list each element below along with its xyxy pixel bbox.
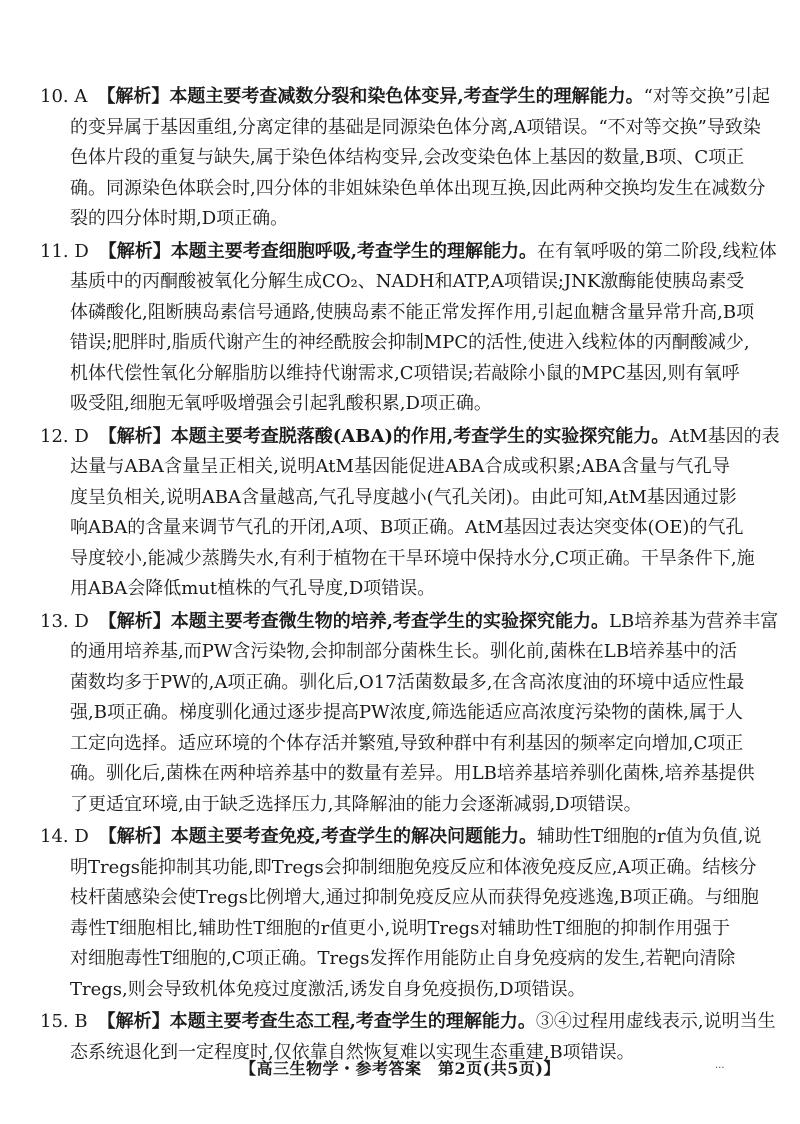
question-focus: 本题主要考查微生物的培养,考查学生的实验探究能力。 (170, 610, 610, 632)
answer-line (40, 822, 762, 853)
answer-line: 毒性T细胞相比,辅助性T细胞的r值更小,说明Tregs对辅助性T细胞的抑制作用强于 (70, 917, 730, 939)
answer-line: 体磷酸化,阻断胰岛素信号通路,使胰岛素不能正常发挥作用,引起血糖含量异常升高,B项 (70, 301, 755, 323)
answer-line: 的变异属于基因重组,分离定律的基础是同源染色体分离,A项错误。“不对等交换”导致染 (70, 116, 761, 138)
answer-line: 错误;肥胖时,脂质代谢产生的神经酰胺会抑制MPC的活性,使进入线粒体的丙酮酸减少, (70, 332, 750, 353)
question-number: 14. D (40, 826, 89, 847)
answer-line: 明Tregs能抑制其功能,即Tregs会抑制细胞免疫反应和体液免疫反应,A项正确。结核分 (70, 856, 757, 878)
answer-line (40, 82, 771, 113)
answer-line: 吸受阻,细胞无氧呼吸增强会引起乳酸积累,D项正确。 (70, 393, 492, 414)
answer-line: Tregs,则会导致机体免疫过度激活,诱发自身免疫损伤,D项错误。 (70, 978, 586, 1000)
question-focus: 本题主要考查减数分裂和染色体变异,考查学生的理解能力。 (169, 86, 644, 107)
analysis-tag: 【解析】 (98, 826, 171, 847)
answer-line: 导度较小,能减少蒸腾失水,有利于植物在干旱环境中保持水分,C项正确。干旱条件下,施 (70, 547, 755, 569)
answer-line: 强,B项正确。梯度驯化通过逐步提高PW浓度,筛选能适应高浓度污染物的菌株,属于人 (70, 702, 744, 723)
answer-item-11 (40, 237, 777, 420)
answer-line: 的通用培养基,而PW含污染物,会抑制部分菌株生长。驯化前,菌株在LB培养基中的活 (70, 641, 737, 662)
question-number: 15. B (40, 1011, 88, 1032)
answer-text: ③④过程用虚线表示,说明当生 (535, 1011, 776, 1032)
answer-text: 辅助性T细胞的r值为负值,说 (537, 826, 762, 847)
answer-line (40, 237, 777, 268)
question-number: 10. A (40, 86, 88, 107)
question-number: 13. D (40, 610, 89, 632)
analysis-tag: 【解析】 (98, 240, 171, 262)
page-footer: 【高三生物学・参考答案 第2页(共5页)】 (240, 1059, 560, 1078)
answer-line: 了更适宜环境,由于缺乏选择压力,其降解油的能力会逐渐减弱,D项错误。 (70, 793, 642, 815)
answer-line: 菌数均多于PW的,A项正确。驯化后,O17活菌数最多,在含高浓度油的环境中适应性最 (70, 671, 745, 693)
answer-line: 工定向选择。适应环境的个体存活并繁殖,导致种群中有利基因的频率定向增加,C项正 (70, 732, 744, 754)
answer-line: 对细胞毒性T细胞的,C项正确。Tregs发挥作用能防止自身免疫病的发生,若靶向清除 (70, 948, 736, 969)
answer-line: 态系统退化到一定程度时,仅依靠自然恢复难以实现生态重建,B项错误。 (70, 1041, 635, 1063)
answer-item-13 (40, 607, 779, 821)
answer-item-14 (40, 822, 762, 1005)
answer-text: LB培养基为营养丰富 (609, 610, 779, 632)
answer-line: 枝杆菌感染会使Tregs比例增大,通过抑制免疫反应从而获得免疫逃逸,B项正确。与细胞 (70, 887, 759, 908)
analysis-tag: 【解析】 (97, 86, 170, 107)
answer-line (40, 607, 779, 638)
answer-line: 度呈负相关,说明ABA含量越高,气孔导度越小(气孔关闭)。由此可知,AtM基因通过影 (70, 486, 737, 508)
analysis-tag: 【解析】 (98, 425, 171, 447)
analysis-tag: 【解析】 (98, 610, 171, 632)
answer-item-10 (40, 82, 771, 235)
answer-line: 色体片段的重复与缺失,属于染色体结构变异,会改变染色体上基因的数量,B项、C项正 (70, 147, 745, 168)
answer-line: 达量与ABA含量呈正相关,说明AtM基因能促进ABA合成或积累;ABA含量与气孔导 (70, 456, 730, 477)
answer-line: 基质中的丙酮酸被氧化分解生成CO₂、NADH和ATP,A项错误;JNK激酶能使胰岛素受 (70, 271, 745, 292)
answer-item-12 (40, 422, 780, 605)
answer-line: 确。同源染色体联会时,四分体的非姐妹染色单体出现互换,因此两种交换均发生在减数分 (70, 177, 766, 199)
answer-text: AtM基因的表 (669, 425, 780, 447)
question-focus: 本题主要考查生态工程,考查学生的理解能力。 (169, 1011, 536, 1032)
question-number: 11. D (40, 240, 89, 262)
answer-line: 裂的四分体时期,D项正确。 (70, 208, 289, 229)
answer-line (40, 1007, 776, 1038)
answer-line: 确。驯化后,菌株在两种培养基中的数量有差异。用LB培养基培养驯化菌株,培养基提供 (70, 763, 755, 784)
question-number: 12. D (40, 425, 89, 447)
answer-line: 用ABA会降低mut植株的气孔导度,D项错误。 (70, 578, 436, 599)
question-focus: 本题主要考查脱落酸(ABA)的作用,考查学生的实验探究能力。 (170, 425, 670, 447)
answer-text: 在有氧呼吸的第二阶段,线粒体 (537, 240, 777, 262)
analysis-tag: 【解析】 (97, 1011, 170, 1032)
answer-line: 机体代偿性氧化分解脂肪以维持代谢需求,C项错误;若敲除小鼠的MPC基因,则有氧呼 (70, 362, 740, 384)
answer-line: 响ABA的含量来调节气孔的开闭,A项、B项正确。AtM基因过表达突变体(OE)的气孔 (70, 517, 744, 538)
answer-line (40, 422, 780, 453)
question-focus: 本题主要考查免疫,考查学生的解决问题能力。 (170, 826, 538, 847)
footer-mark: ... (715, 1060, 725, 1071)
question-focus: 本题主要考查细胞呼吸,考查学生的理解能力。 (170, 240, 538, 262)
answer-text: “对等交换”引起 (643, 86, 771, 107)
